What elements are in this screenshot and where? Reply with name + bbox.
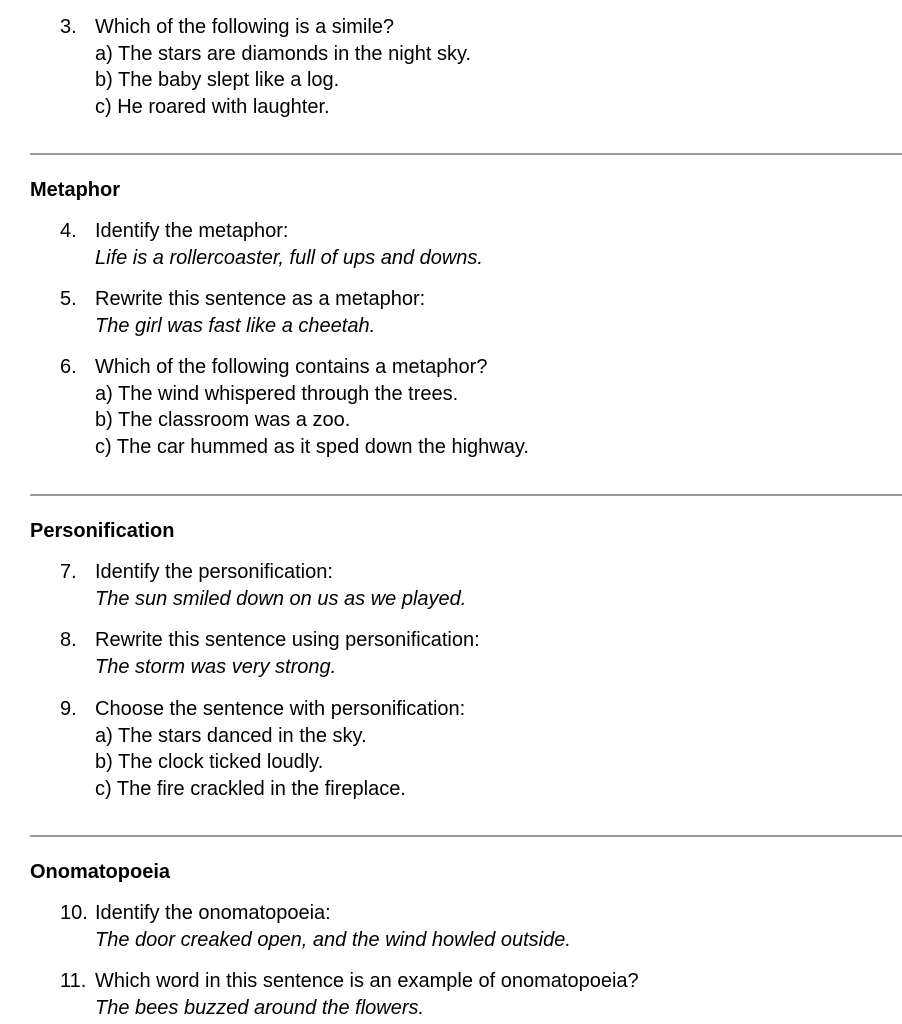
answer-option: a) The stars are diamonds in the night sky.	[95, 42, 472, 65]
question-10	[60, 900, 571, 953]
example-sentence: The girl was fast like a cheetah.	[95, 314, 376, 337]
question-3	[60, 14, 471, 120]
question-number: 6.	[60, 356, 77, 378]
answer-option: a) The wind whispered through the trees.	[95, 382, 459, 405]
question-5	[60, 286, 425, 339]
section-divider	[30, 494, 902, 496]
answer-option: b) The classroom was a zoo.	[95, 409, 351, 431]
question-prompt: Which word in this sentence is an example of onomatopoeia?	[95, 970, 639, 992]
question-prompt: Rewrite this sentence as a metaphor:	[95, 288, 426, 310]
section-heading-onomatopoeia: Onomatopoeia	[30, 861, 171, 883]
question-prompt: Identify the onomatopoeia:	[95, 902, 331, 924]
question-7	[60, 559, 466, 612]
section-divider	[30, 835, 902, 837]
question-4	[60, 218, 483, 271]
question-prompt: Which of the following contains a metaphor?	[95, 356, 488, 378]
answer-option: c) He roared with laughter.	[95, 95, 330, 118]
answer-option: b) The baby slept like a log.	[95, 69, 340, 91]
question-prompt: Rewrite this sentence using personification:	[95, 629, 480, 651]
question-9	[60, 696, 465, 802]
example-sentence: Life is a rollercoaster, full of ups and downs.	[95, 246, 483, 269]
question-number: 10.	[60, 902, 88, 924]
question-number: 11.	[60, 970, 87, 992]
answer-option: c) The car hummed as it sped down the highway.	[95, 435, 529, 458]
section-heading-personification: Personification	[30, 520, 175, 542]
question-number: 3.	[60, 16, 77, 38]
question-number: 8.	[60, 629, 77, 651]
answer-option: b) The clock ticked loudly.	[95, 751, 324, 773]
question-prompt: Choose the sentence with personification:	[95, 698, 466, 720]
answer-option: a) The stars danced in the sky.	[95, 724, 367, 747]
answer-option: c) The fire crackled in the fireplace.	[95, 777, 406, 800]
question-number: 9.	[60, 698, 77, 720]
question-prompt: Identify the metaphor:	[95, 220, 289, 242]
question-prompt: Which of the following is a simile?	[95, 16, 395, 38]
question-8	[60, 627, 480, 680]
question-prompt: Identify the personification:	[95, 561, 333, 583]
question-number: 5.	[60, 288, 77, 310]
question-number: 4.	[60, 220, 77, 242]
example-sentence: The bees buzzed around the flowers.	[95, 996, 425, 1019]
section-heading-metaphor: Metaphor	[30, 179, 120, 201]
example-sentence: The storm was very strong.	[95, 655, 337, 678]
example-sentence: The sun smiled down on us as we played.	[95, 587, 467, 610]
section-divider	[30, 153, 902, 155]
question-6	[60, 354, 529, 460]
question-11	[60, 968, 639, 1021]
example-sentence: The door creaked open, and the wind howled outside.	[95, 928, 571, 951]
question-number: 7.	[60, 561, 77, 583]
